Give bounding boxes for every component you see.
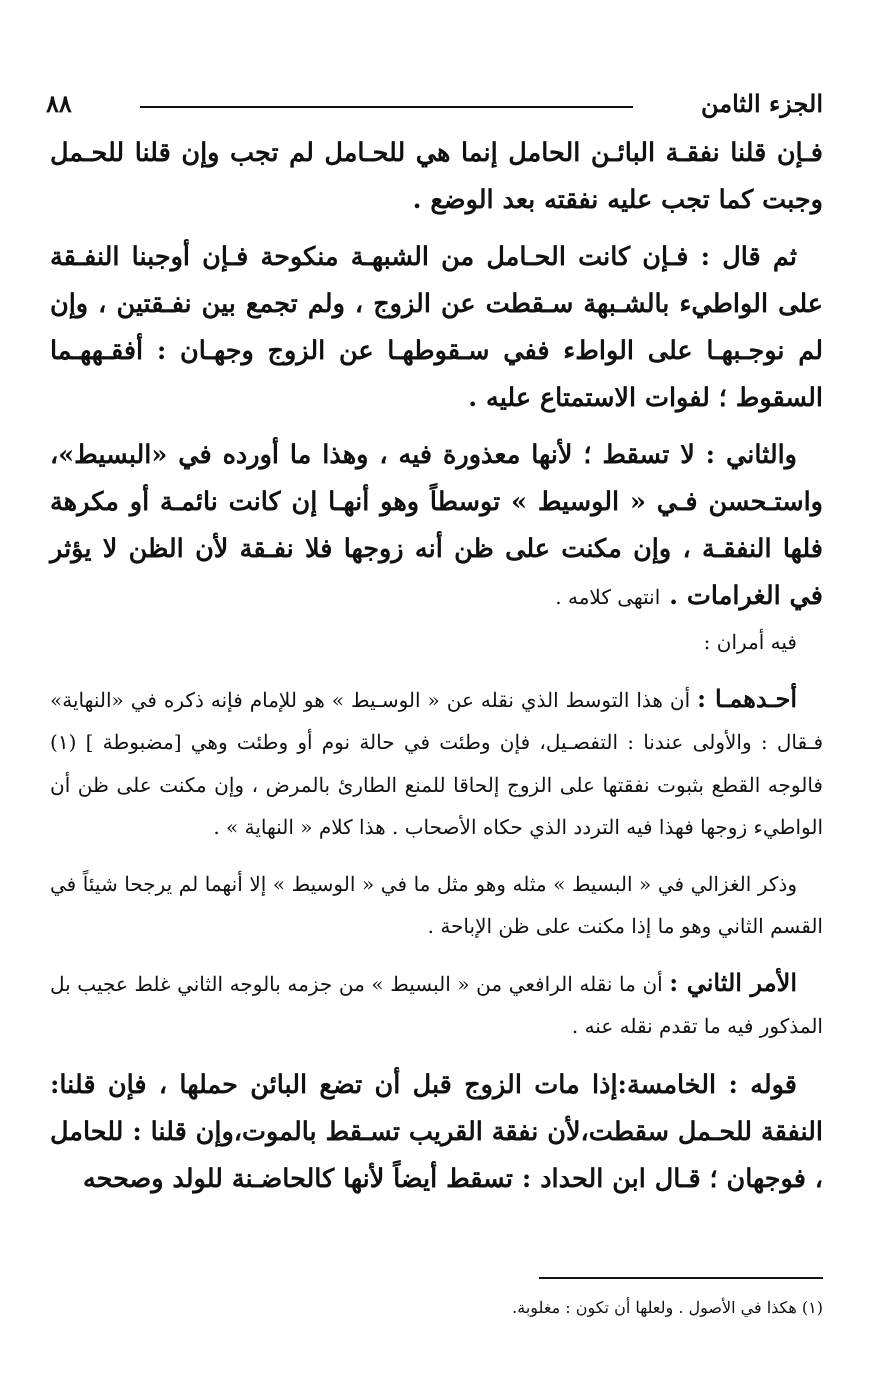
paragraph-6: وذكر الغزالي في « البسيط » مثله وهو مثل ما في « الوسيط » إلا أنهما لم يرجحا شيئاً في القسم الثاني وهو ما إذا مكنت على ظن الإباحة . [50,871,823,938]
paragraph-2: ثم قال : فـإن كانت الحـامل من الشبهـة منكوحة فـإن أوجبنا النفـقة على الواطيء بالشـبهة سـقطت عن الزوج ، ولم تجمع بين نفـقتين ، وإن لم نوجـبهـا على الواطء ففي سـقوطهـا عن الزوج وجهـان : أفقـههـما السقوط ؛ لفوات الاستمتاع عليه . [50,242,823,413]
paragraph-1: فـإن قلنا نفقـة البائـن الحامل إنما هي للحـامل لم تجب وإن قلنا للحـمل وجبت كما تجب عليه نفقته بعد الوضع . [50,138,823,215]
paragraph-3-end: انتهى كلامه . [555,585,661,609]
paragraph-4: فيه أمران : [703,630,797,654]
header-rule [140,106,633,108]
paragraph-3 [50,432,823,621]
paragraph-8: قوله : الخامسة:إذا مات الزوج قبل أن تضع البائن حملها ، فإن قلنا: النفقة للحـمل سقطت،لأن نفقة القريب تسـقط بالموت،وإن قلنا : للحامل ، فوجهان ؛ قـال ابن الحداد : تسقط أيضاً لأنها كالحاضـنة للولد وصححه [50,1069,823,1194]
paragraph-3-bold: والثاني : لا تسقط ؛ لأنها معذورة فيه ، وهذا ما أورده في «البسيط»، واستـحسن فـي « الوسيط » توسطاً وهو أنهـا إن كانت نائمـة أو مكرهة فلها النفقـة ، وإن مكنت على ظن أنه زوجها فلا نفـقة لأن الظن لا يؤثر في الغرامات . [50,440,823,611]
paragraph-7 [50,962,823,1048]
paragraph-5-lead: أحـدهمـا : [697,683,797,713]
footnote-rule [539,1277,823,1279]
footnote: (١) هكذا في الأصول . ولعلها أن تكون : مغلوبة. [512,1298,823,1317]
running-title: الجزء الثامن [700,89,823,118]
paragraph-7-lead: الأمر الثاني : [669,967,797,997]
paragraph-7-text: أن ما نقله الرافعي من « البسيط » من جزمه بالوجه الثاني غلط عجيب بل المذكور فيه ما تقدم نقله عنه . [50,971,823,1038]
page-number: ٨٨ [46,89,72,118]
page-header [40,86,823,126]
paragraph-5-text: أن هذا التوسط الذي نقله عن « الوسـيط » هو للإمام فإنه ذكره في «النهاية» فـقال : والأولى عندنا : التفصـيل، فإن وطئت في حالة نوم أو وطئت وهي [مضبوطة ] (١) فالوجه القطع بثبوت نفقتها على الزوج إلحاقا للمنع الطارئ بالمرض ، وإن مكنت على ظن أن الواطيء زوجها فهذا فيه التردد الذي حكاه الأصحاب . هذا كلام « النهاية » . [50,687,823,839]
page-body [50,130,823,1203]
paragraph-5 [50,678,823,849]
